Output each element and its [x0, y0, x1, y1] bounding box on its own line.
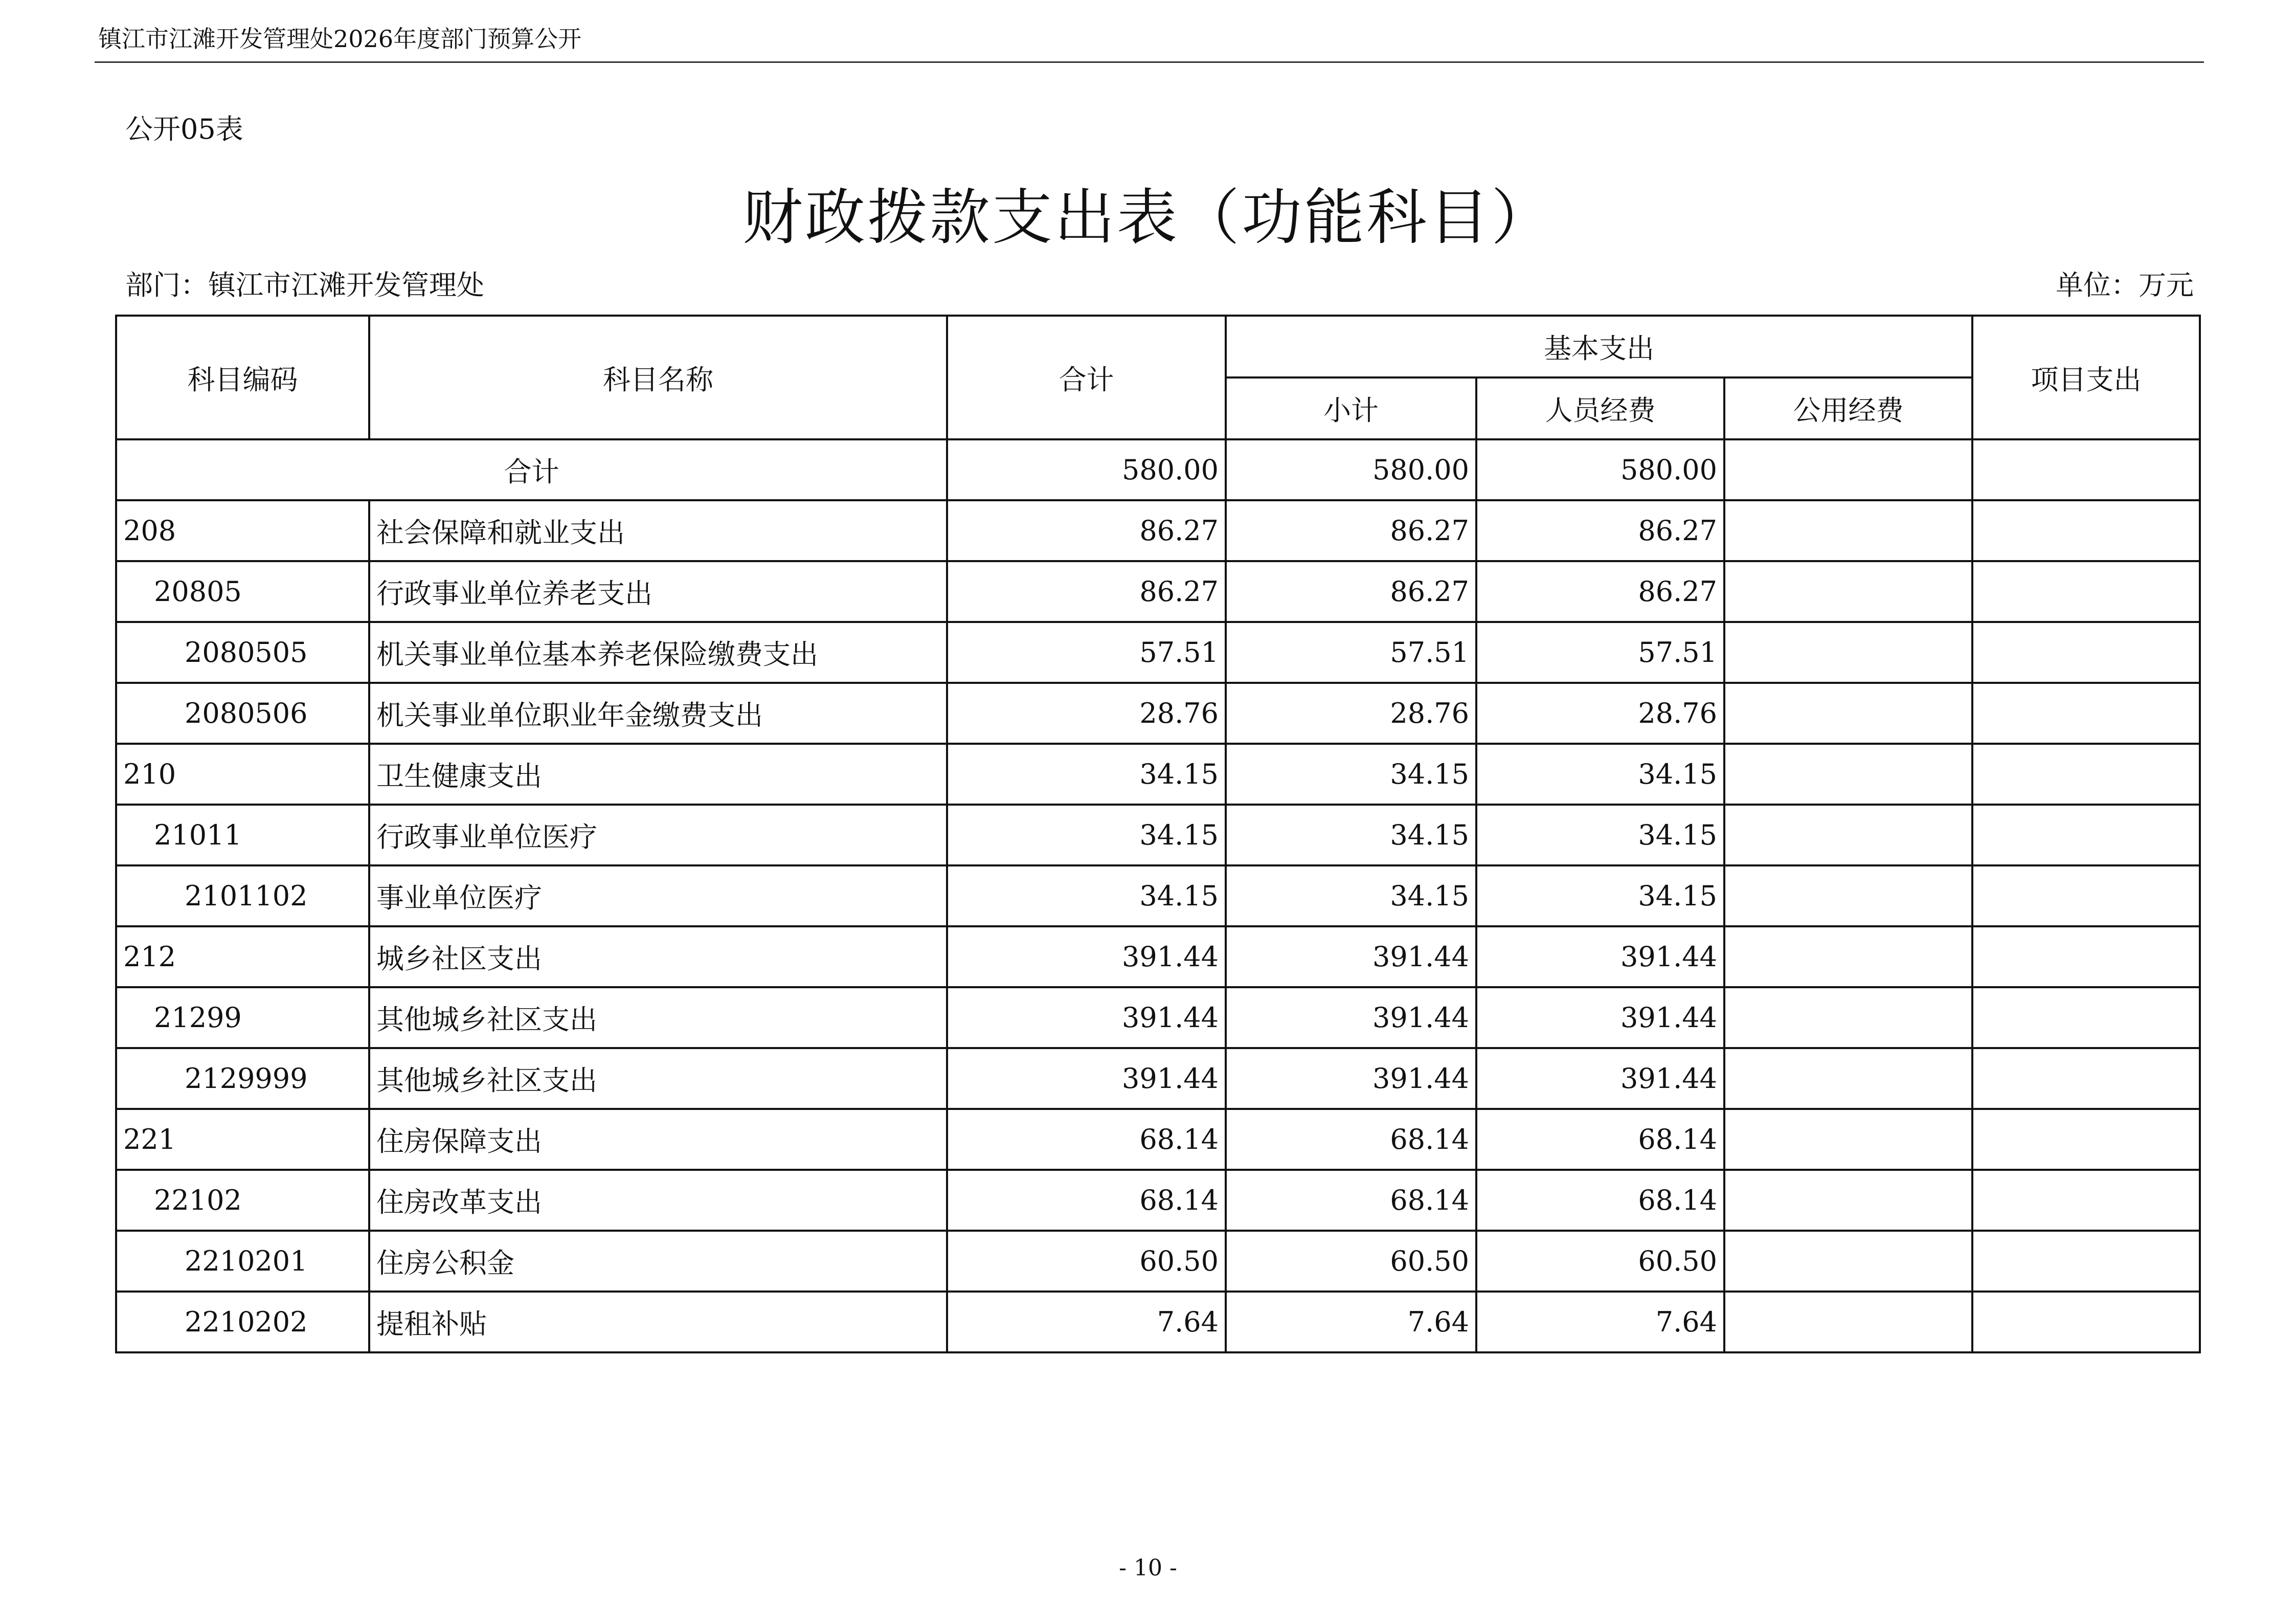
cell-personnel: 391.44 [1476, 987, 1724, 1048]
cell-code: 210 [116, 744, 369, 805]
cell-name: 卫生健康支出 [369, 744, 947, 805]
cell-code: 2080506 [116, 683, 369, 744]
cell-personnel: 7.64 [1476, 1292, 1724, 1352]
cell-personnel: 86.27 [1476, 561, 1724, 622]
cell-public [1724, 1231, 1972, 1292]
cell-project [1972, 683, 2200, 744]
cell-subtotal: 57.51 [1226, 622, 1476, 683]
cell-subtotal: 34.15 [1226, 865, 1476, 926]
cell-subtotal: 28.76 [1226, 683, 1476, 744]
cell-total: 86.27 [947, 500, 1226, 561]
cell-public [1724, 683, 1972, 744]
page-number: - 10 - [1119, 1555, 1177, 1581]
total-row [116, 439, 2200, 500]
cell-name: 机关事业单位职业年金缴费支出 [369, 683, 947, 744]
cell-name: 其他城乡社区支出 [369, 987, 947, 1048]
cell-personnel: 68.14 [1476, 1109, 1724, 1170]
total-project [1972, 439, 2200, 500]
cell-code: 2210202 [116, 1292, 369, 1352]
header-personnel: 人员经费 [1476, 377, 1724, 439]
cell-personnel: 34.15 [1476, 744, 1724, 805]
total-subtotal: 580.00 [1226, 439, 1476, 500]
cell-name: 住房保障支出 [369, 1109, 947, 1170]
total-label: 合计 [116, 439, 947, 500]
cell-personnel: 34.15 [1476, 865, 1724, 926]
cell-personnel: 86.27 [1476, 500, 1724, 561]
header-basic: 基本支出 [1226, 316, 1972, 377]
cell-project [1972, 805, 2200, 865]
cell-total: 34.15 [947, 805, 1226, 865]
header-project: 项目支出 [1972, 316, 2200, 439]
cell-total: 68.14 [947, 1109, 1226, 1170]
cell-name: 事业单位医疗 [369, 865, 947, 926]
cell-public [1724, 500, 1972, 561]
cell-name: 住房改革支出 [369, 1170, 947, 1231]
cell-project [1972, 1048, 2200, 1109]
cell-total: 391.44 [947, 926, 1226, 987]
cell-code: 21011 [116, 805, 369, 865]
running-header: 镇江市江滩开发管理处2026年度部门预算公开 [98, 25, 582, 53]
cell-project [1972, 1170, 2200, 1231]
cell-project [1972, 1292, 2200, 1352]
cell-public [1724, 1170, 1972, 1231]
cell-total: 7.64 [947, 1292, 1226, 1352]
header-name: 科目名称 [369, 316, 947, 439]
table-code: 公开05表 [125, 113, 243, 145]
cell-name: 机关事业单位基本养老保险缴费支出 [369, 622, 947, 683]
cell-name: 提租补贴 [369, 1292, 947, 1352]
cell-project [1972, 500, 2200, 561]
cell-subtotal: 34.15 [1226, 744, 1476, 805]
cell-code: 2080505 [116, 622, 369, 683]
total-total: 580.00 [947, 439, 1226, 500]
cell-project [1972, 622, 2200, 683]
table-row [116, 683, 2200, 744]
cell-name: 其他城乡社区支出 [369, 1048, 947, 1109]
table-row [116, 926, 2200, 987]
cell-public [1724, 744, 1972, 805]
cell-subtotal: 68.14 [1226, 1170, 1476, 1231]
cell-total: 391.44 [947, 987, 1226, 1048]
cell-subtotal: 7.64 [1226, 1292, 1476, 1352]
cell-name: 住房公积金 [369, 1231, 947, 1292]
header-subtotal: 小计 [1226, 377, 1476, 439]
cell-subtotal: 391.44 [1226, 1048, 1476, 1109]
cell-public [1724, 561, 1972, 622]
cell-project [1972, 1109, 2200, 1170]
table-row [116, 744, 2200, 805]
cell-subtotal: 391.44 [1226, 926, 1476, 987]
cell-code: 2101102 [116, 865, 369, 926]
cell-name: 行政事业单位养老支出 [369, 561, 947, 622]
cell-personnel: 57.51 [1476, 622, 1724, 683]
table-row [116, 1109, 2200, 1170]
cell-public [1724, 805, 1972, 865]
table-row [116, 805, 2200, 865]
table-row [116, 865, 2200, 926]
cell-total: 68.14 [947, 1170, 1226, 1231]
cell-personnel: 391.44 [1476, 926, 1724, 987]
cell-project [1972, 987, 2200, 1048]
table-row [116, 561, 2200, 622]
cell-personnel: 391.44 [1476, 1048, 1724, 1109]
unit-label: 单位：万元 [2056, 269, 2194, 301]
cell-subtotal: 86.27 [1226, 500, 1476, 561]
cell-total: 34.15 [947, 744, 1226, 805]
cell-personnel: 68.14 [1476, 1170, 1724, 1231]
table-row [116, 987, 2200, 1048]
cell-total: 57.51 [947, 622, 1226, 683]
cell-project [1972, 865, 2200, 926]
header-public: 公用经费 [1724, 377, 1972, 439]
cell-public [1724, 1292, 1972, 1352]
cell-total: 60.50 [947, 1231, 1226, 1292]
table-row [116, 1231, 2200, 1292]
cell-code: 2129999 [116, 1048, 369, 1109]
page-title: 财政拨款支出表（功能科目） [742, 182, 1554, 253]
cell-personnel: 60.50 [1476, 1231, 1724, 1292]
header-rule [95, 61, 2204, 63]
cell-project [1972, 561, 2200, 622]
cell-name: 城乡社区支出 [369, 926, 947, 987]
cell-name: 社会保障和就业支出 [369, 500, 947, 561]
cell-project [1972, 744, 2200, 805]
cell-personnel: 34.15 [1476, 805, 1724, 865]
total-public [1724, 439, 1972, 500]
header-total: 合计 [947, 316, 1226, 439]
cell-public [1724, 926, 1972, 987]
table-row [116, 622, 2200, 683]
cell-code: 212 [116, 926, 369, 987]
department-label: 部门：镇江市江滩开发管理处 [125, 269, 484, 301]
cell-total: 391.44 [947, 1048, 1226, 1109]
cell-public [1724, 987, 1972, 1048]
cell-public [1724, 622, 1972, 683]
table-row [116, 1048, 2200, 1109]
cell-subtotal: 86.27 [1226, 561, 1476, 622]
table-row [116, 500, 2200, 561]
cell-project [1972, 1231, 2200, 1292]
cell-subtotal: 34.15 [1226, 805, 1476, 865]
cell-subtotal: 391.44 [1226, 987, 1476, 1048]
cell-public [1724, 1109, 1972, 1170]
cell-total: 34.15 [947, 865, 1226, 926]
cell-name: 行政事业单位医疗 [369, 805, 947, 865]
cell-subtotal: 68.14 [1226, 1109, 1476, 1170]
cell-total: 86.27 [947, 561, 1226, 622]
table-row [116, 1170, 2200, 1231]
cell-subtotal: 60.50 [1226, 1231, 1476, 1292]
header-code: 科目编码 [116, 316, 369, 439]
cell-public [1724, 1048, 1972, 1109]
cell-code: 20805 [116, 561, 369, 622]
cell-code: 208 [116, 500, 369, 561]
cell-code: 21299 [116, 987, 369, 1048]
total-personnel: 580.00 [1476, 439, 1724, 500]
cell-total: 28.76 [947, 683, 1226, 744]
cell-code: 221 [116, 1109, 369, 1170]
table-row [116, 1292, 2200, 1352]
cell-personnel: 28.76 [1476, 683, 1724, 744]
cell-code: 22102 [116, 1170, 369, 1231]
cell-public [1724, 865, 1972, 926]
cell-project [1972, 926, 2200, 987]
budget-table [115, 315, 2201, 1353]
cell-code: 2210201 [116, 1231, 369, 1292]
